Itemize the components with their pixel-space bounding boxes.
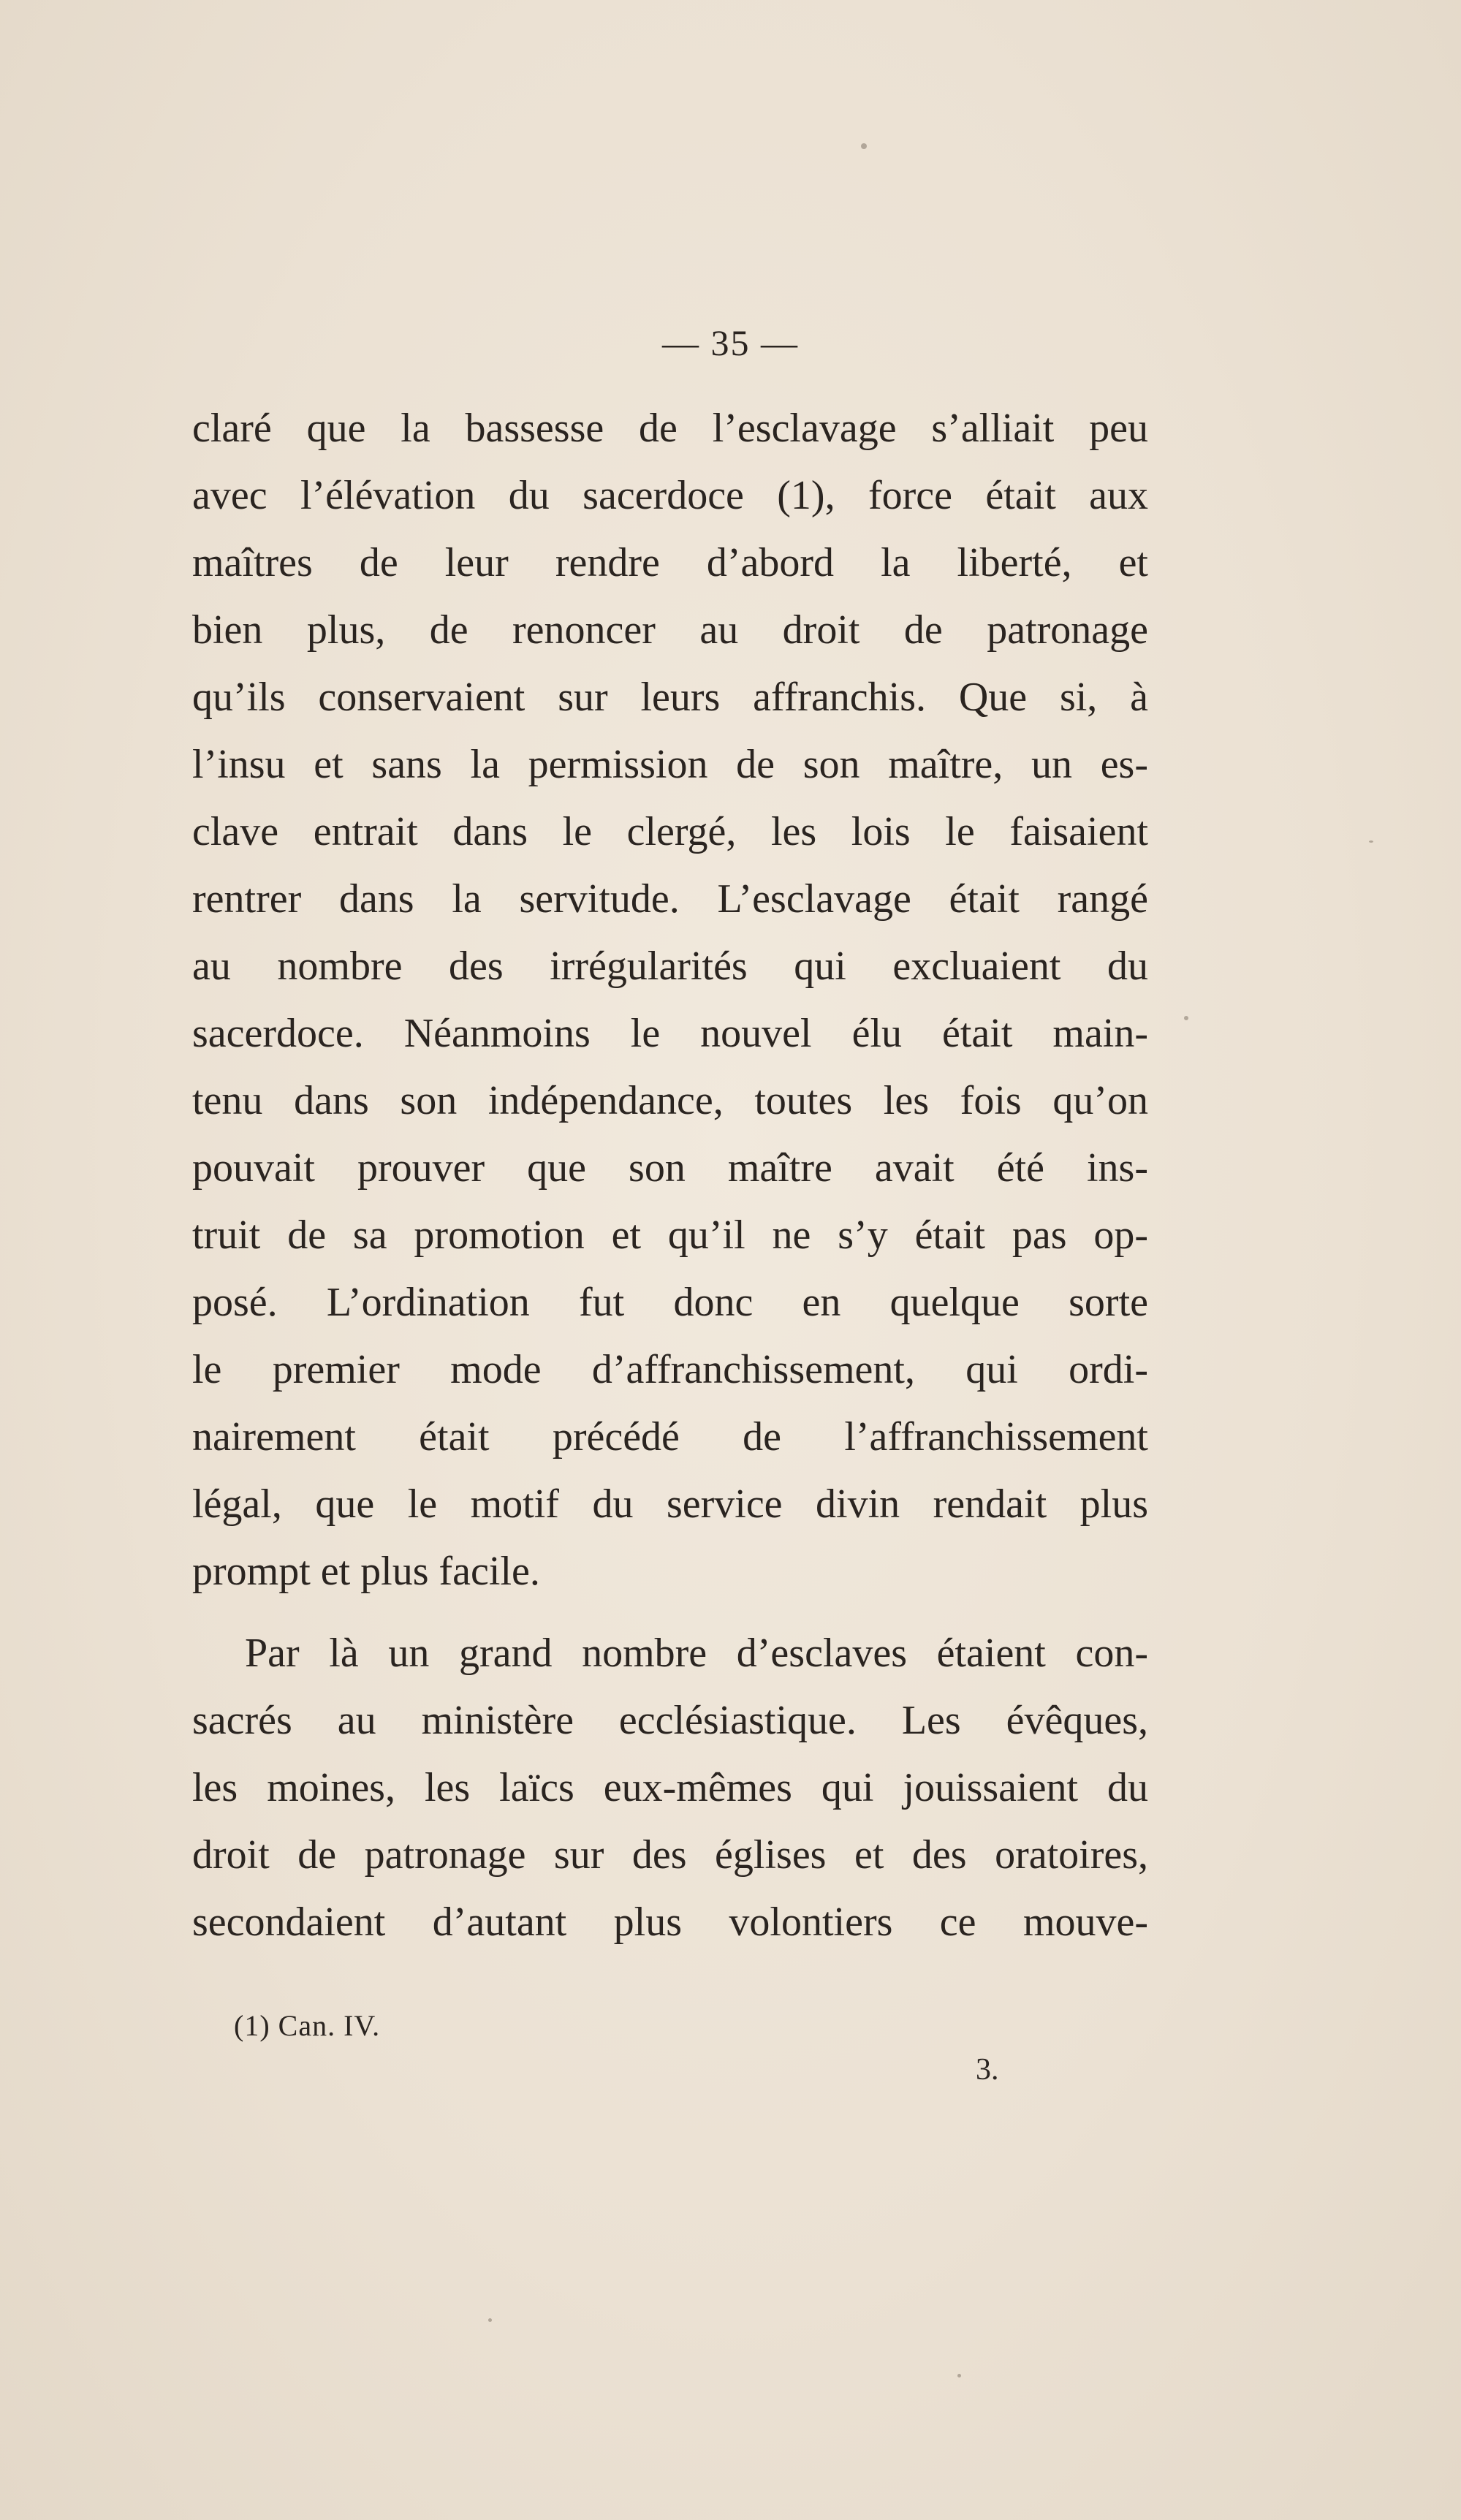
text-line: légal, que le motif du service divin rendait plus: [192, 1481, 1148, 1527]
text-line: tenu dans son indépendance, toutes les fois qu’on: [192, 1078, 1148, 1123]
paper-speck: [1184, 1016, 1188, 1020]
text-line: rentrer dans la servitude. L’esclavage était rangé: [192, 876, 1148, 922]
text-line: le premier mode d’affranchissement, qui ordi-: [192, 1347, 1148, 1392]
signature-mark: 3.: [976, 2053, 999, 2087]
paper-speck: [1369, 840, 1373, 843]
body-text: [192, 395, 1148, 1956]
text-line: posé. L’ordination fut donc en quelque sorte: [192, 1280, 1148, 1325]
text-line: au nombre des irrégularités qui excluaient du: [192, 944, 1148, 989]
text-line: secondaient d’autant plus volontiers ce mouve-: [192, 1900, 1148, 1945]
text-line: clave entrait dans le clergé, les lois le faisaient: [192, 809, 1148, 854]
paper-speck: [861, 143, 867, 149]
paper-speck: [957, 2374, 961, 2377]
text-line: prompt et plus facile.: [192, 1549, 540, 1594]
text-line: l’insu et sans la permission de son maître, un es-: [192, 742, 1148, 787]
text-line: truit de sa promotion et qu’il ne s’y était pas op-: [192, 1212, 1148, 1258]
paper-speck: [488, 2318, 492, 2322]
text-line: nairement était précédé de l’affranchissement: [192, 1414, 1148, 1460]
page-number-header: — 35 —: [662, 322, 799, 363]
text-line: pouvait prouver que son maître avait été ins-: [192, 1145, 1148, 1191]
text-line: les moines, les laïcs eux-mêmes qui jouissaient du: [192, 1765, 1148, 1810]
text-line: sacrés au ministère ecclésiastique. Les évêques,: [192, 1698, 1148, 1743]
text-line: sacerdoce. Néanmoins le nouvel élu était main-: [192, 1011, 1148, 1056]
text-line: Par là un grand nombre d’esclaves étaient con-: [245, 1631, 1148, 1676]
paragraph-gap: [192, 1605, 1148, 1620]
text-line: qu’ils conservaient sur leurs affranchis. Que si, à: [192, 675, 1148, 720]
text-line: maîtres de leur rendre d’abord la liberté, et: [192, 540, 1148, 585]
text-line: droit de patronage sur des églises et des oratoires,: [192, 1832, 1148, 1878]
text-line: claré que la bassesse de l’esclavage s’alliait peu: [192, 406, 1148, 451]
text-line: bien plus, de renoncer au droit de patronage: [192, 607, 1148, 653]
footnote: (1) Can. IV.: [234, 2009, 381, 2042]
text-line: avec l’élévation du sacerdoce (1), force était aux: [192, 473, 1148, 518]
